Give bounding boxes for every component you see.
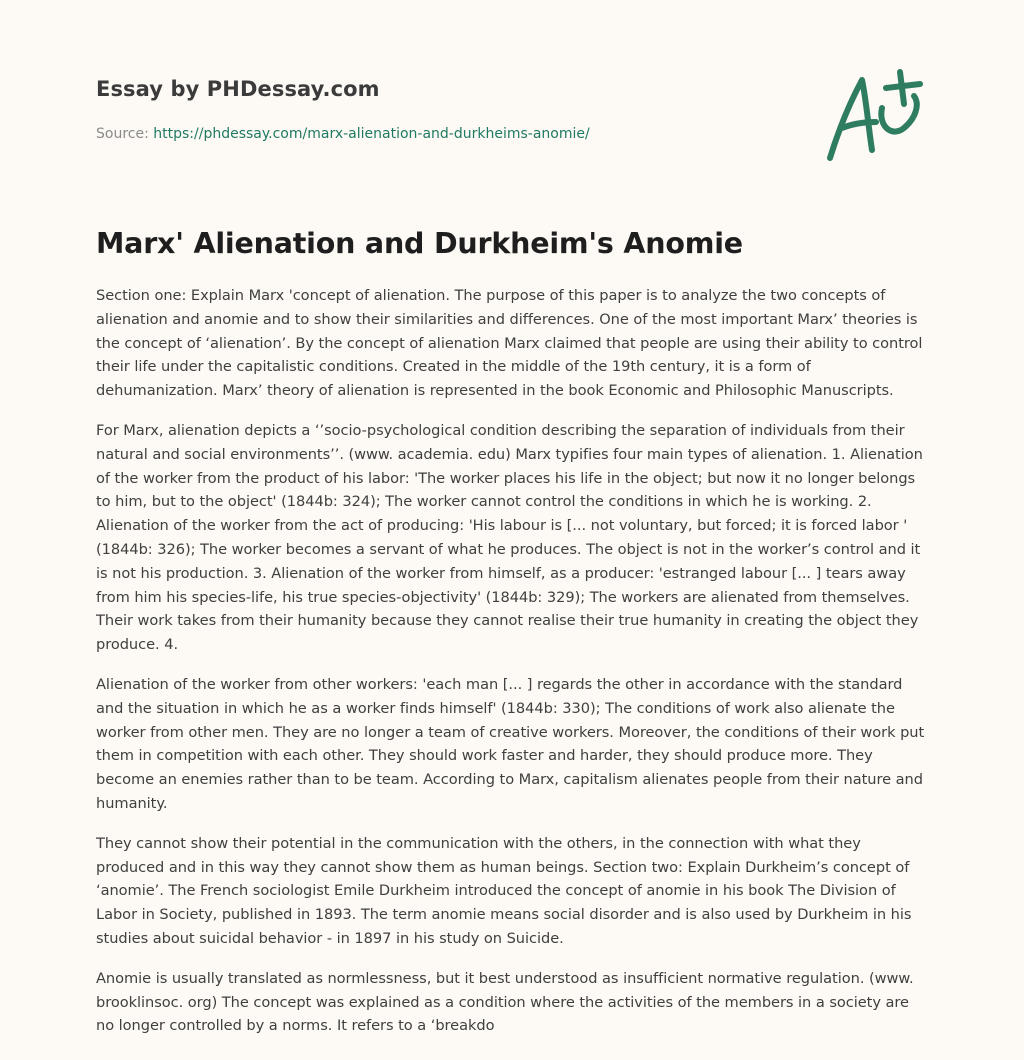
site-brand: Essay by PHDessay.com <box>96 77 380 101</box>
page-header <box>96 72 856 144</box>
paragraph: For Marx, alienation depicts a ‘’socio-psychological condition describing the separation of individuals from their natural and social environments’’. (www. academia. edu) Marx typifies four main types of alienation. 1. Alienation of the worker from the product of his labor: 'The worker places his life in the object; but now it no longer belongs to him, but to the object' (1844b: 324); The worker cannot control the conditions in which he is working. 2. Alienation of the worker from the act of producing: 'His labour is [... not voluntary, but forced; it is forced labor ' (1844b: 326); The worker becomes a servant of what he produces. The object is not in the worker’s control and it is not his production. 3. Alienation of the worker from himself, as a producer: 'estranged labour [... ] tears away from him his species-life, his true species-objectivity' (1844b: 329); The workers are alienated from themselves. Their work takes from their humanity because they cannot realise their true humanity in creating the object they produce. 4. <box>96 421 923 654</box>
paragraph: They cannot show their potential in the communication with the others, in the connection with what they produced and in this way they cannot show them as human beings. Section two: Explain Durkheim’s concept of ‘anomie’. The French sociologist Emile Durkheim introduced the concept of anomie in his book The Division of Labor in Society, published in 1893. The term anomie means social disorder and is also used by Durkheim in his studies about suicidal behavior - in 1897 in his study on Suicide. <box>96 834 912 947</box>
paragraph: Anomie is usually translated as normlessness, but it best understood as insufficient normative regulation. (www. brooklinsoc. org) The concept was explained as a condition where the activities of the members in a society are no longer controlled by a norms. It refers to a ‘breakdo <box>96 969 914 1035</box>
source-link[interactable]: https://phdessay.com/marx-alienation-and-durkheims-anomie/ <box>153 126 590 142</box>
source-label: Source: <box>96 126 154 142</box>
source-line <box>96 124 856 144</box>
paragraph: Alienation of the worker from other workers: 'each man [... ] regards the other in accordance with the standard and the situation in which he as a worker finds himself' (1844b: 330); The conditions of work also alienate the worker from other men. They are no longer a team of creative workers. Moreover, the conditions of their work put them in competition with each other. They should work faster and harder, they should produce more. They become an enemies rather than to be team. According to Marx, capitalism alienates people from their nature and humanity. <box>96 675 925 812</box>
a-plus-grade-icon <box>822 66 932 166</box>
paragraph: Section one: Explain Marx 'concept of alienation. The purpose of this paper is to analyze the two concepts of alienation and anomie and to show their similarities and differences. One of the most important Marx’ theories is the concept of ‘alienation’. By the concept of alienation Marx claimed that people are using their ability to control their life under the capitalistic conditions. Created in the middle of the 19th century, it is a form of dehumanization. Marx’ theory of alienation is represented in the book Economic and Philosophic Manuscripts. <box>96 287 923 400</box>
essay-body <box>96 284 930 1054</box>
essay-title: Marx' Alienation and Durkheim's Anomie <box>96 227 743 260</box>
